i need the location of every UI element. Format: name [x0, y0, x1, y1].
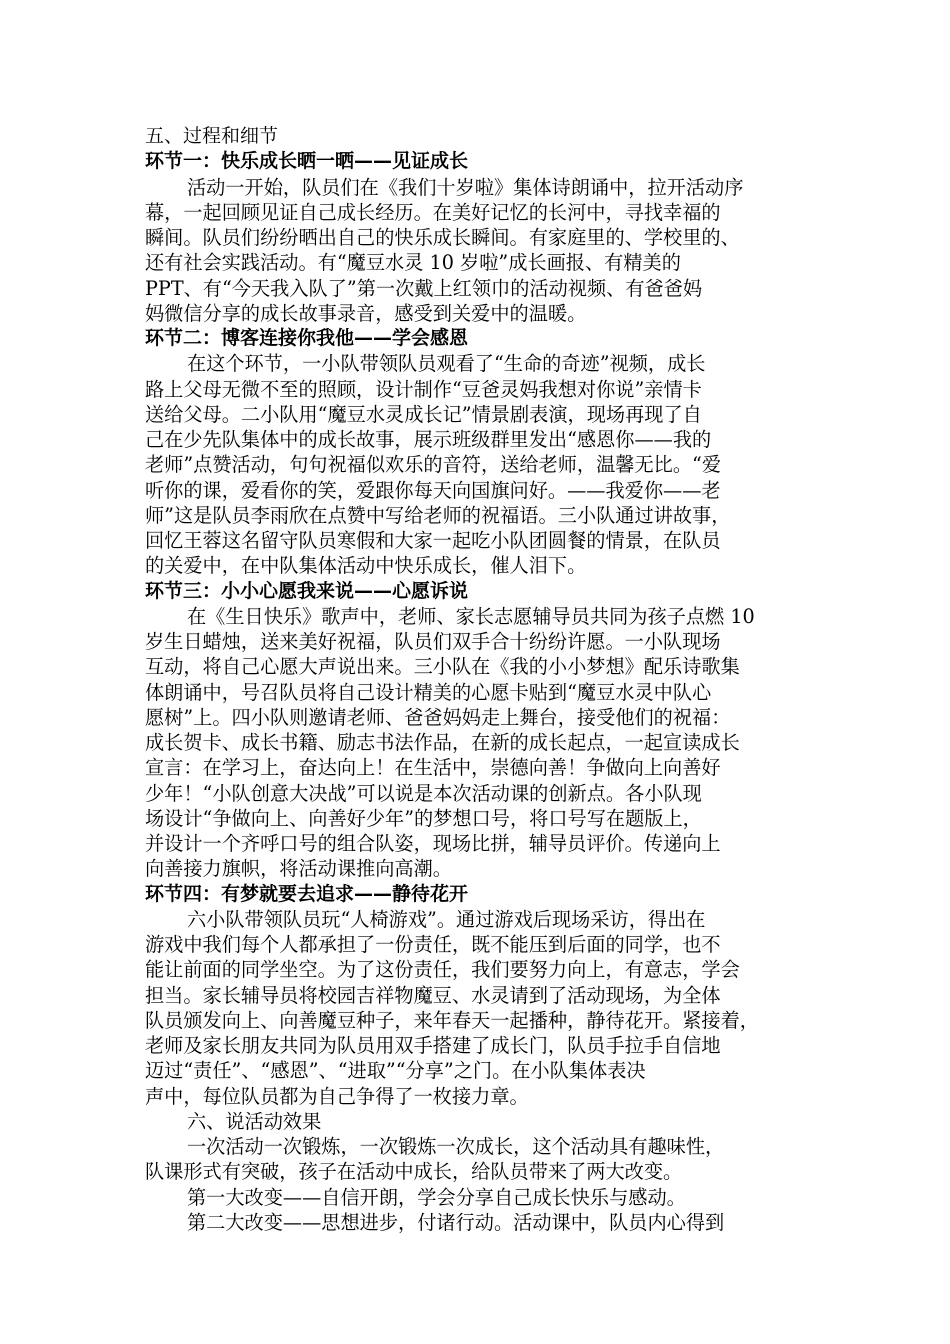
paragraph-line: 场设计“争做向上、向善好少年”的梦想口号，将口号写在题版上，: [145, 806, 702, 830]
paragraph-line: 师”这是队员李雨欣在点赞中写给老师的祝福语。三小队通过讲故事，: [145, 503, 731, 527]
paragraph-line: PPT、有“今天我入队了”第一次戴上红领巾的活动视频、有爸爸妈: [145, 276, 703, 300]
paragraph-line: 六、说活动效果: [187, 1109, 322, 1133]
paragraph-line: 游戏中我们每个人都承担了一份责任，既不能压到后面的同学，也不: [145, 933, 721, 956]
section-heading: 环节二：博客连接你我他——学会感恩: [145, 327, 469, 349]
paragraph-line: 第一大改变——自信开朗，学会分享自己成长快乐与感动。: [187, 1185, 686, 1209]
paragraph-line: 队课形式有突破，孩子在活动中成长，给队员带来了两大改变。: [145, 1160, 683, 1184]
paragraph-line: 还有社会实践活动。有“魔豆水灵 10 岁啦”成长画报、有精美的: [145, 251, 681, 275]
paragraph-line: 己在少先队集体中的成长故事，展示班级群里发出“感恩你——我的: [145, 428, 712, 451]
paragraph-line: 路上父母无微不至的照顾，设计制作“豆爸灵妈我想对你说”亲情卡: [145, 377, 702, 401]
paragraph-line: 送给父母。二小队用“魔豆水灵成长记”情景剧表演，现场再现了自: [145, 402, 702, 426]
paragraph-line: 迈过“责任”、“感恩”、“进取”“分享”之门。在小队集体表决: [145, 1059, 646, 1083]
paragraph-line: 担当。家长辅导员将校园吉祥物魔豆、水灵请到了活动现场，为全体: [145, 983, 721, 1007]
paragraph-line: 一次活动一次锻炼，一次锻炼一次成长，这个活动具有趣味性，: [187, 1135, 725, 1158]
paragraph-line: 回忆王蓉这名留守队员寒假和大家一起吃小队团圆餐的情景，在队员: [145, 529, 721, 552]
paragraph-line: 宣言：在学习上，奋达向上！在生活中，崇德向善！争做向上向善好: [145, 756, 721, 780]
paragraph-line: 老师及家长朋友共同为队员用双手搭建了成长门，队员手拉手自信地: [145, 1034, 721, 1057]
paragraph-line: 岁生日蜡烛，送来美好祝福，队员们双手合十纷纷许愿。一小队现场: [145, 630, 721, 653]
paragraph-line: 妈微信分享的成长故事录音，感受到关爱中的温暖。: [145, 301, 587, 325]
paragraph-line: 幕，一起回顾见证自己成长经历。在美好记忆的长河中，寻找幸福的: [145, 200, 721, 224]
paragraph-line: 声中，每位队员都为自己争得了一枚接力章。: [145, 1084, 529, 1108]
document-page: [145, 124, 805, 1235]
paragraph-line: 第二大改变——思想进步，付诸行动。活动课中，队员内心得到: [187, 1210, 725, 1234]
section-heading: 环节三：小小心愿我来说——心愿诉说: [145, 579, 469, 602]
paragraph-line: 成长贺卡、成长书籍、励志书法作品，在新的成长起点，一起宣读成长: [145, 731, 740, 754]
paragraph-line: 互动，将自己心愿大声说出来。三小队在《我的小小梦想》配乐诗歌集: [145, 655, 740, 679]
paragraph-line: 在《生日快乐》歌声中，老师、家长志愿辅导员共同为孩子点燃 10: [187, 604, 755, 628]
paragraph-line: 少年！“小队创意大决战”可以说是本次活动课的创新点。各小队现: [145, 781, 702, 805]
paragraph-line: 活动一开始，队员们在《我们十岁啦》集体诗朗诵中，拉开活动序: [187, 175, 744, 199]
paragraph-line: 瞬间。队员们纷纷晒出自己的快乐成长瞬间。有家庭里的、学校里的、: [145, 226, 740, 249]
paragraph-line: 六小队带领队员玩“人椅游戏”。通过游戏后现场采访，得出在: [187, 907, 706, 931]
paragraph-line: 并设计一个齐呼口号的组合队姿，现场比拼，辅导员评价。传递向上: [145, 832, 721, 855]
paragraph-line: 老师”点赞活动，句句祝福似欢乐的音符，送给老师，温馨无比。“爱: [145, 453, 722, 477]
paragraph-line: 体朗诵中，号召队员将自己设计精美的心愿卡贴到“魔豆水灵中队心: [145, 680, 712, 704]
paragraph-line: 向善接力旗帜，将活动课推向高潮。: [145, 857, 452, 881]
paragraph-line: 听你的课，爱看你的笑，爱跟你每天向国旗问好。——我爱你——老: [145, 478, 721, 502]
section-heading: 环节四：有梦就要去追求——静待花开: [145, 882, 469, 905]
paragraph-line: 能让前面的同学坐空。为了这份责任，我们要努力向上，有意志，学会: [145, 958, 740, 982]
paragraph-line: 队员颁发向上、向善魔豆种子，来年春天一起播种，静待花开。紧接着，: [145, 1008, 759, 1032]
section-title: 五、过程和细节: [145, 125, 279, 147]
paragraph-line: 在这个环节，一小队带领队员观看了“生命的奇迹”视频，成长: [187, 352, 706, 376]
paragraph-line: 愿树”上。四小队则邀请老师、爸爸妈妈走上舞台，接受他们的祝福：: [145, 705, 731, 729]
section-heading: 环节一：快乐成长晒一晒——见证成长: [145, 150, 469, 173]
paragraph-line: 的关爱中，在中队集体活动中快乐成长，催人泪下。: [145, 554, 587, 578]
